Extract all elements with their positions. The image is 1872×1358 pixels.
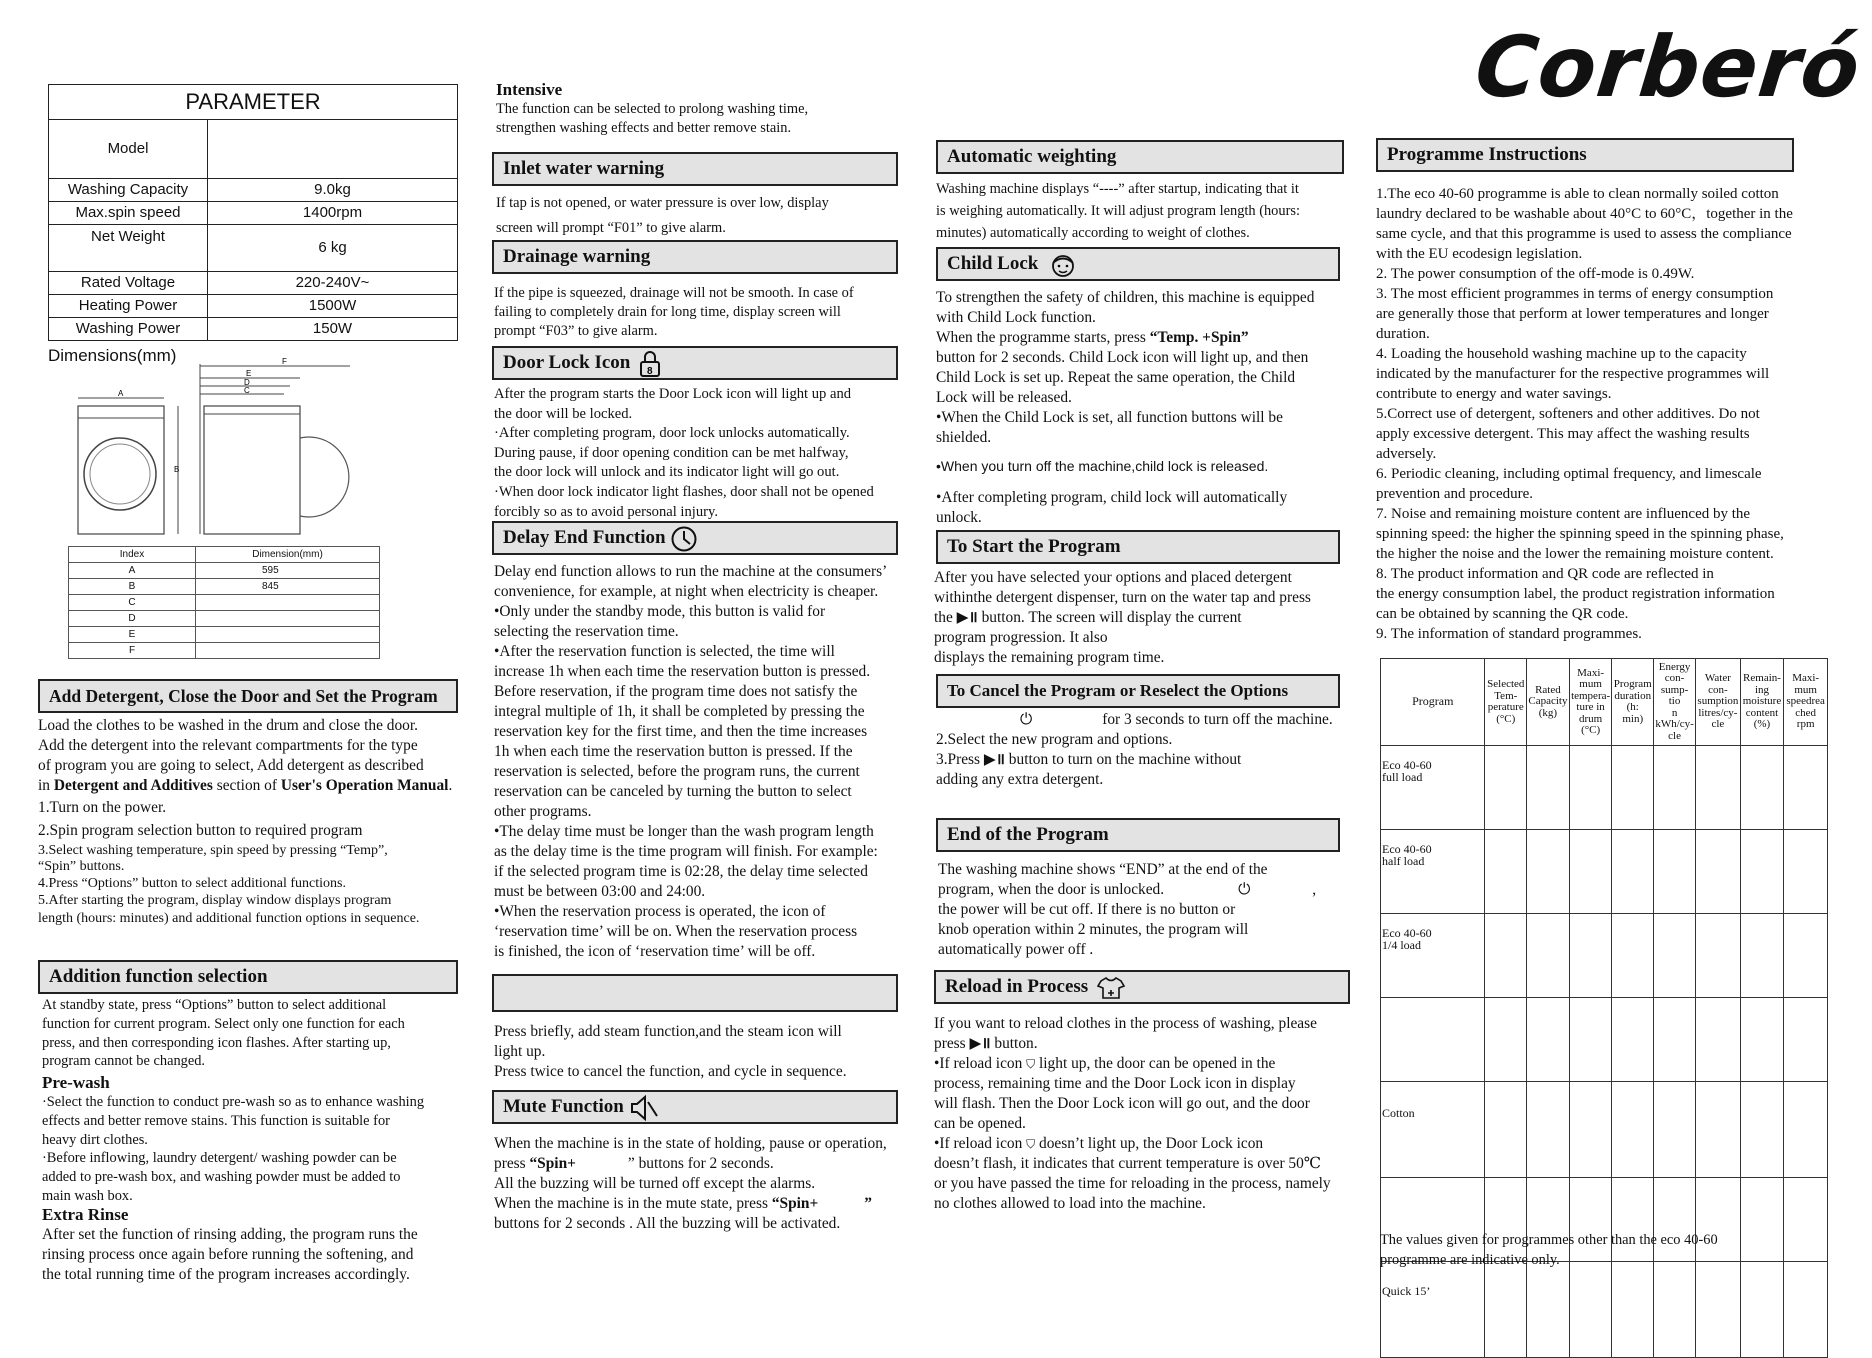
reload-line: doesn’t light up, the Door Lock icon — [1035, 1135, 1264, 1152]
child-lock-line: To strengthen the safety of children, this machine is equipped with Child Lock function. When the programme starts, press — [936, 289, 1315, 346]
extra-rinse-title: Extra Rinse — [42, 1204, 129, 1224]
reload-line: process, remaining time and the Door Lock icon in display — [934, 1075, 1296, 1092]
reload-shirt-icon: ⛉ — [1026, 1137, 1036, 1151]
param-value: 1500W — [208, 295, 458, 318]
end-line: the power will be cut off. If there is no button or — [938, 901, 1236, 918]
dim-letter-a: A — [118, 389, 124, 398]
dim-letter-d: D — [244, 378, 250, 387]
dim-value — [196, 595, 380, 611]
reload-line: can be opened. — [934, 1115, 1026, 1132]
door-lock-icon — [639, 350, 661, 378]
mute-line: press — [494, 1155, 530, 1172]
end-program-text: The washing machine shows “END” at the end of the program, when the door is unlocked. ⏻ , the power will be cut off. If there is no button or knob operation within 2 minutes, the program will automatically power off . — [938, 860, 1378, 960]
reload-line: light up, the door can be opened in the — [1035, 1055, 1276, 1072]
auto-weight-header: Automatic weighting — [936, 140, 1344, 174]
prog-header: Water con- sumption litres/cy- cle — [1696, 659, 1741, 746]
start-line: the — [934, 609, 957, 626]
dim-header: Dimension(mm) — [196, 547, 380, 563]
prog-header: Energy con- sump-tio n kWh/cy- cle — [1654, 659, 1696, 746]
child-lock-line: •After completing program, child lock will automatically unlock. — [936, 489, 1288, 526]
start-line: After you have selected your options and placed detergent — [934, 569, 1292, 586]
step: 5.After starting the program, display window displays program length (hours: minutes) and additional function options in sequence. — [38, 893, 420, 926]
reload-shirt-icon — [1097, 976, 1125, 1000]
reload-text — [934, 1014, 1374, 1214]
bold-ref: User's Operation Manual — [280, 777, 449, 794]
addition-function-header: Addition function selection — [38, 960, 458, 994]
param-value — [208, 120, 458, 179]
add-detergent-section: Load the clothes to be washed in the drum and close the door. Add the detergent into the relevant compartments for the type of program you are going to select, Add detergent as described in Detergent and Additives section of User's Operation Manual. 1.Turn on the power. 2.Spin program selection button to required program 3.Select washing temperature, spin speed by pressing “Temp”, “Spin” buttons. 4.Press “Options” button to select additional functions. 5.After starting the program, display window displays program length (hours: minutes) and additional function options in sequence. — [38, 716, 478, 928]
cancel-line: for 3 seconds to turn off the machine. — [1102, 711, 1333, 728]
add-detergent-header: Add Detergent, Close the Door and Set the Program — [38, 679, 458, 713]
end-line: The washing machine shows “END” at the end of the — [938, 861, 1268, 878]
play-pause-icon: ▶॥ — [956, 609, 978, 626]
power-icon: ⏻ — [1020, 711, 1033, 728]
dim-index: C — [69, 595, 196, 611]
reload-line: will flash. Then the Door Lock icon will go out, and the door — [934, 1095, 1310, 1112]
prog-header: Selected Tem- perature (°C) — [1485, 659, 1527, 746]
svg-text:8: 8 — [647, 365, 653, 377]
cancel-program-header: To Cancel the Program or Reselect the Options — [936, 674, 1340, 708]
prog-row-label: Cotton — [1381, 1082, 1485, 1178]
cancel-line: 3.Press — [936, 751, 984, 768]
inlet-water-header: Inlet water warning — [492, 152, 898, 186]
steam-header — [492, 974, 898, 1012]
dim-letter-f: F — [282, 357, 287, 366]
reload-line: •If reload icon — [934, 1135, 1027, 1152]
parameter-table — [48, 84, 458, 341]
intensive-title: Intensive — [496, 80, 563, 99]
intensive-section — [496, 80, 936, 138]
mute-key: “Spin+ — [771, 1195, 819, 1212]
prog-row-label: Eco 40-60 1/4 load — [1381, 914, 1485, 998]
prog-header: Maxi- mum tempera- ture in drum (°C) — [1569, 659, 1612, 746]
mute-line: All the buzzing will be turned off except the alarms. — [494, 1175, 816, 1192]
reload-title: Reload in Process — [945, 976, 1089, 997]
clock-icon — [670, 525, 698, 553]
dimension-table — [68, 546, 380, 659]
child-lock-line: button for 2 seconds. Child Lock icon will light up, and then Child Lock is set up. Repeat the same operation, the Child Lock will be released. •When the Child Lock is set, all function buttons will be shielded. — [936, 349, 1309, 446]
dim-index: F — [69, 643, 196, 659]
start-program-header: To Start the Program — [936, 530, 1340, 564]
drainage-text: If the pipe is squeezed, drainage will not be smooth. In case of failing to completely drain for long time, display screen will prompt “F03” to give alarm. — [494, 285, 854, 339]
param-value: 220-240V~ — [208, 272, 458, 295]
dim-index: A — [69, 563, 196, 579]
prog-header: Rated Capacity (kg) — [1527, 659, 1570, 746]
prog-row-label: Eco 40-60 full load — [1381, 746, 1485, 830]
prog-header: Program duration (h: min) — [1612, 659, 1654, 746]
reload-line: or you have passed the time for reloading in the process, namely — [934, 1175, 1331, 1192]
mute-line: buttons for 2 seconds . All the buzzing will be activated. — [494, 1215, 841, 1232]
cancel-line: button to turn on the machine without — [1004, 751, 1242, 768]
door-lock-title: Door Lock Icon — [503, 352, 631, 373]
power-icon: ⏻ — [1238, 881, 1251, 898]
reload-line: •If reload icon — [934, 1055, 1027, 1072]
dimension-diagram — [60, 356, 400, 542]
reload-shirt-icon: ⛉ — [1026, 1057, 1036, 1071]
dim-value — [196, 643, 380, 659]
drainage-header: Drainage warning — [492, 240, 898, 274]
end-program-header: End of the Program — [936, 818, 1340, 852]
param-label: Model — [49, 120, 208, 179]
door-lock-text: After the program starts the Door Lock icon will light up and the door will be locked. ·After completing program, door lock unlocks automatically. During pause, if door opening condition can be met halfway, the door lock will unlock and its indicator light will go out. ·When door lock indicator light flashes, door shall not be opened forcibly so as to avoid personal injury. — [494, 386, 874, 520]
child-lock-title: Child Lock — [947, 253, 1039, 274]
mute-line: When the machine is in the mute state, press — [494, 1195, 772, 1212]
prog-row-label: Eco 40-60 half load — [1381, 830, 1485, 914]
dim-letter-e: E — [246, 369, 252, 378]
mute-header — [492, 1090, 898, 1124]
dim-value — [196, 611, 380, 627]
play-pause-icon: ▶॥ — [983, 751, 1005, 768]
step: 4.Press “Options” button to select additional functions. — [38, 876, 346, 891]
end-line: knob operation within 2 minutes, the program will — [938, 921, 1249, 938]
cancel-program-text — [936, 710, 1376, 790]
prewash-title: Pre-wash — [42, 1073, 110, 1093]
param-label: Net Weight — [49, 225, 208, 272]
param-label: Rated Voltage — [49, 272, 208, 295]
param-value: 1400rpm — [208, 202, 458, 225]
parameter-title: PARAMETER — [49, 85, 458, 120]
delay-end-title: Delay End Function — [503, 527, 666, 548]
prewash-text: ·Select the function to conduct pre-wash so as to enhance washing effects and better remove stains. This function is suitable for heavy dirt clothes. ·Before inflowing, laundry detergent/ washing powder can be added to pre-wash box, and washing powder must be added to main wash box. — [42, 1093, 425, 1204]
door-lock-header — [492, 346, 898, 380]
cancel-line: 2.Select the new program and options. — [936, 731, 1173, 748]
programme-instructions-header: Programme Instructions — [1376, 138, 1794, 172]
intensive-text: The function can be selected to prolong washing time, strengthen washing effects and better remove stain. — [496, 101, 809, 136]
programme-instructions-text: 1.The eco 40-60 programme is able to clean normally soiled cotton laundry declared to be washable about 40°C to 60°C，together in the same cycle, and that this programme is used to assess the compliance with the EU ecodesign legislation. 2. The power consumption of the off-mode is 0.49W. 3. The most efficient programmes in terms of energy consumption are generally those that perform at lower temperatures and longer duration. 4. Loading the household washing machine up to the capacity indicated by the manufacturer for the respective programmes will contribute to energy and water savings. 5.Correct use of detergent, softeners and other additives. Do not apply excessive detergent. This may affect the washing results adversely. 6. Periodic cleaning, including optimal frequency, and limescale prevention and procedure. 7. Noise and remaining moisture content are influenced by the spinning speed: the higher the spinning speed in the spinning phase, the higher the noise and the lower the remaining moisture content. 8. The product information and QR code are reflected in the energy consumption label, the product registration information can be obtained by scanning the QR code. 9. The information of standard programmes. — [1376, 186, 1793, 642]
delay-end-text: Delay end function allows to run the machine at the consumers’ convenience, for example, at night when electricity is cheaper. •Only under the standby mode, this button is valid for selecting the reservation time. •After the reservation function is selected, the time will increase 1h when each time the reservation button is pressed. Before reservation, if the program time does not satisfy the integral multiple of 1h, it shall be completed by pressing the reservation key for the first time, and then the time increases 1h when each time the reservation button is pressed. If the reservation is selected, before the program runs, the current reservation can be canceled by turning the button to select other programs. •The delay time must be longer than the wash program length as the delay time is the time program will finish. For example: if the selected program time is 02:28, the delay time selected must be between 03:00 and 24:00. •When the reservation process is operated, the icon of ‘reservation time’ will be on. When the reservation process is finished, the icon of ‘reservation time’ will be off. — [494, 563, 888, 960]
dim-value: 595 — [196, 563, 380, 579]
bold-ref: Detergent and Additives — [53, 777, 213, 794]
start-line: withinthe detergent dispenser, turn on the water tap and press — [934, 589, 1311, 606]
inlet-water-text: If tap is not opened, or water pressure is over low, display screen will prompt “F01” to give alarm. — [496, 195, 829, 236]
step: 1.Turn on the power. — [38, 799, 167, 816]
add-detergent-text: section of — [216, 777, 277, 794]
dim-index: E — [69, 627, 196, 643]
child-lock-line: •When you turn off the machine,child lock is released. — [936, 458, 1269, 474]
param-value: 150W — [208, 318, 458, 341]
param-value: 9.0kg — [208, 179, 458, 202]
mute-title: Mute Function — [503, 1096, 624, 1117]
auto-weight-text: Washing machine displays “----” after startup, indicating that it is weighing automatically. It will adjust program length (hours: minutes) automatically according to weight of clothes. — [936, 181, 1300, 241]
prog-row-label — [1381, 998, 1485, 1082]
mute-key: ” — [864, 1195, 872, 1212]
child-face-icon — [1049, 251, 1077, 279]
reload-header — [934, 970, 1350, 1004]
reload-line: If you want to reload clothes in the process of washing, please — [934, 1015, 1317, 1032]
corbero-logo: Corberó — [1470, 18, 1866, 116]
mute-line: When the machine is in the state of holding, pause or operation, — [494, 1135, 887, 1152]
dim-value: 845 — [196, 579, 380, 595]
dim-letter-b: B — [174, 465, 180, 474]
addition-function-section — [42, 996, 482, 1285]
extra-rinse-text: After set the function of rinsing adding, the program runs the rinsing process once again before running the softening, and the total running time of the program increases accordingly. — [42, 1225, 418, 1283]
mute-line: ” buttons for 2 seconds. — [627, 1155, 774, 1172]
start-line: displays the remaining program time. — [934, 649, 1165, 666]
child-lock-keys: “Temp. +Spin” — [1149, 329, 1249, 346]
param-value: 6 kg — [208, 225, 458, 272]
param-label: Washing Power — [49, 318, 208, 341]
speaker-muted-icon — [629, 1094, 659, 1122]
step: 2.Spin program selection button to required program — [38, 822, 363, 839]
param-label: Max.spin speed — [49, 202, 208, 225]
start-program-text — [934, 568, 1374, 668]
mute-text — [494, 1134, 934, 1234]
play-pause-icon: ▶॥ — [969, 1035, 991, 1052]
dim-letter-c: C — [244, 386, 250, 395]
end-line: program, when the door is unlocked. — [938, 881, 1165, 898]
reload-line: doesn’t flash, it indicates that current temperature is over 50℃ — [934, 1155, 1322, 1172]
programme-footnote: The values given for programmes other than the eco 40-60 programme are indicative only. — [1380, 1232, 1718, 1268]
prog-header: Program — [1381, 659, 1485, 746]
start-line: button. The screen will display the current — [977, 609, 1242, 626]
cancel-line: adding any extra detergent. — [936, 771, 1104, 788]
reload-line: no clothes allowed to load into the machine. — [934, 1195, 1206, 1212]
prog-header: Maxi- mum speedrea ched rpm — [1784, 659, 1828, 746]
dim-index: B — [69, 579, 196, 595]
mute-key: “Spin+ — [529, 1155, 576, 1172]
reload-line: press — [934, 1035, 970, 1052]
param-label: Heating Power — [49, 295, 208, 318]
prog-header: Remain- ing moisture content (%) — [1740, 659, 1784, 746]
start-line: program progression. It also — [934, 629, 1108, 646]
addition-function-text: At standby state, press “Options” button to select additional function for current program. Select only one function for each press, and then corresponding icon flashes. After starting up, program cannot be changed. — [42, 997, 405, 1070]
step: 3.Select washing temperature, spin speed by pressing “Temp”, “Spin” buttons. — [38, 843, 388, 874]
dim-value — [196, 627, 380, 643]
add-detergent-intro: Load the clothes to be washed in the drum and close the door. Add the detergent into the relevant compartments for the type of program you are going to select, Add detergent as described in — [38, 717, 424, 794]
reload-line: button. — [990, 1035, 1038, 1052]
dimensions-label: Dimensions(mm) — [48, 346, 177, 365]
prog-row-label: Quick 15’ — [1381, 1262, 1485, 1358]
end-line: automatically power off . — [938, 941, 1094, 958]
steam-text: Press briefly, add steam function,and the steam icon will light up. Press twice to cancel the function, and cycle in sequence. — [494, 1023, 847, 1080]
dim-index: D — [69, 611, 196, 627]
child-lock-text — [936, 288, 1376, 528]
child-lock-header — [936, 247, 1340, 281]
dim-header: Index — [69, 547, 196, 563]
delay-end-header — [492, 521, 898, 555]
param-label: Washing Capacity — [49, 179, 208, 202]
